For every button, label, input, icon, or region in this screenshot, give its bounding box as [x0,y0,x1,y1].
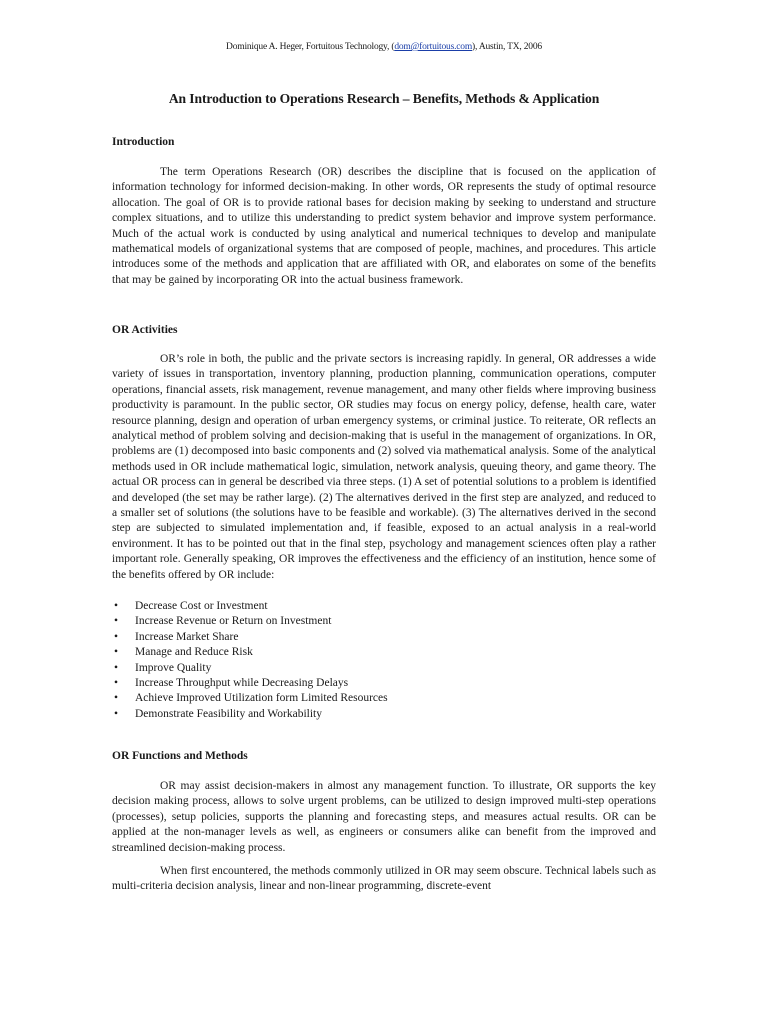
list-item-text: Manage and Reduce Risk [135,646,253,659]
list-item [112,645,388,660]
bullet-icon: • [114,707,119,720]
bullet-icon: • [114,661,119,674]
author-header [0,42,768,52]
list-item-text: Decrease Cost or Investment [135,600,268,612]
list-item-text: Improve Quality [135,661,212,674]
list-item-text: Increase Market Share [135,630,239,643]
bullet-icon: • [114,692,119,705]
paragraph-or-activities: OR’s role in both, the public and the private sectors is increasing rapidly. In general, OR addresses a wide variety of issues in transportation, inventory planning, production planning, communication operations, computer operations, financial assets, risk management, revenue management, and many other fields where improving business productivity is paramount. In the public sector, OR studies may focus on energy policy, defense, health care, water resource planning, design and operation of urban emergency systems, or criminal justice. To reiterate, OR reflects an analytical method of problem solving and decision-making that is useful in the management of organizations. In OR, problems are (1) decomposed into basic components and (2) solved via mathematical analysis. Some of the analytical methods used in OR include mathematical logic, simulation, network analysis, queuing theory, and game theory. The actual OR process can in general be described via three steps. (1) A set of potential solutions to a problem is identified and developed (the set may be rather large). (2) The alternatives derived in the first step are analyzed, and reduced to a smaller set of solutions (the solutions have to be feasible and workable). (3) The alternatives derived in the second step are subjected to simulated implementation and, if feasible, exposed to an actual analysis in a real-world environment. It has to be pointed out that in the final step, psychology and management sciences often play a rather important role. Generally speaking, OR improves the effectiveness and the efficiency of an institution, hence some of the benefits offered by OR include: [112,353,656,581]
author-header-text: Dominique A. Heger, Fortuitous Technology, ( [226,42,395,52]
bullet-icon: • [114,600,119,612]
list-item [112,707,388,722]
bullet-icon: • [114,646,119,659]
paragraph-introduction: The term Operations Research (OR) describes the discipline that is focused on the application of information technology for informed decision-making. In other words, OR represents the study of optimal resource allocation. The goal of OR is to provide rational bases for decision making by seeking to understand and structure complex situations, and to utilize this understanding to predict system behavior and improve system performance. Much of the actual work is conducted by using analytical and numerical techniques to develop and manipulate mathematical models of organizational systems that are composed of people, machines, and procedures. This article introduces some of the methods and application that are affiliated with OR, and elaborates on some of the benefits that may be gained by incorporating OR into the actual business framework. [112,166,656,286]
list-item-text: Achieve Improved Utilization form Limited Resources [135,692,388,705]
paragraph-or-functions: OR may assist decision-makers in almost any management function. To illustrate, OR supports the key decision making process, allows to solve urgent problems, can be utilized to design improved multi-step operations (processes), setup policies, supports the planning and forecasting steps, and measures actual results. OR can be applied at the non-manager levels as well, as engineers or consumers alike can benefit from the improved and streamlined decision-making process. [112,780,656,854]
list-item [112,661,388,676]
document-title: An Introduction to Operations Research – Benefits, Methods & Application [168,91,600,106]
list-item [112,599,388,614]
bullet-icon: • [114,615,119,628]
heading-introduction: Introduction [112,136,175,148]
list-item-text: Increase Throughput while Decreasing Delays [135,677,349,690]
list-item-text: Increase Revenue or Return on Investment [135,615,332,628]
list-item [112,676,388,691]
heading-or-functions: OR Functions and Methods [112,750,248,762]
paragraph-or-methods: When first encountered, the methods commonly utilized in OR may seem obscure. Technical labels such as multi-criteria decision analysis, linear and non-linear programming, discrete-event [112,865,656,893]
bullet-icon: • [114,630,119,643]
heading-or-activities: OR Activities [112,324,178,336]
benefits-list [112,599,388,722]
email-link[interactable]: dom@fortuitous.com [394,42,473,52]
list-item [112,614,388,629]
author-header-location: ), Austin, TX, 2006 [472,42,542,52]
list-item [112,691,388,706]
bullet-icon: • [114,677,119,690]
list-item [112,630,388,645]
list-item-text: Demonstrate Feasibility and Workability [135,707,322,720]
